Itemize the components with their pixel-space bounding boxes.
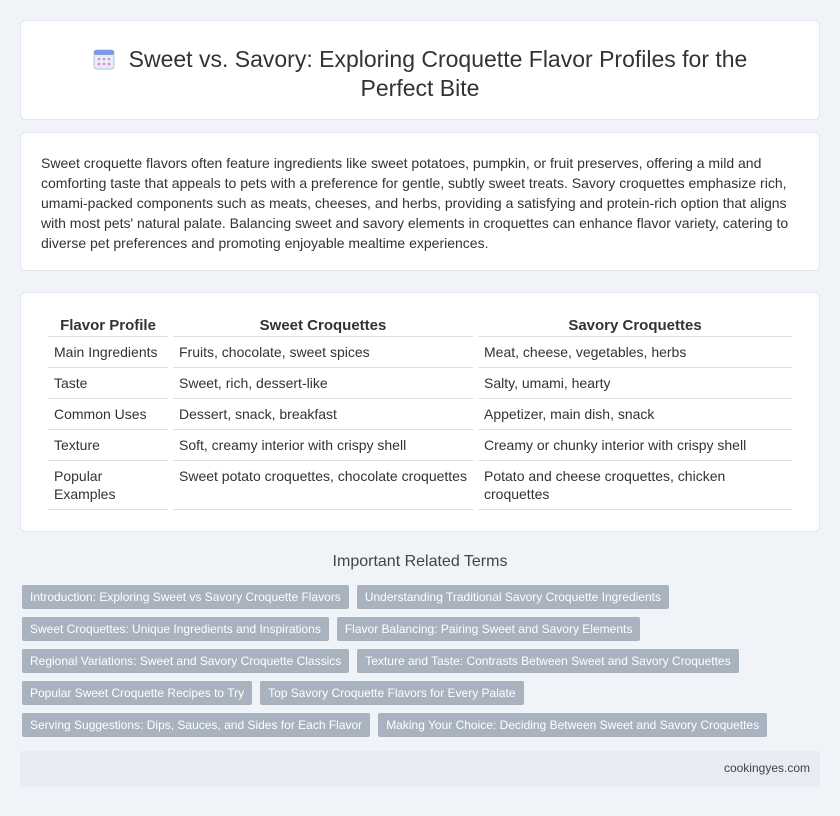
- related-term-tag[interactable]: Sweet Croquettes: Unique Ingredients and Inspirations: [22, 617, 329, 641]
- related-term-tag[interactable]: Serving Suggestions: Dips, Sauces, and Sides for Each Flavor: [22, 713, 370, 737]
- related-term-tag[interactable]: Introduction: Exploring Sweet vs Savory Croquette Flavors: [22, 585, 349, 609]
- table-row: [48, 461, 792, 510]
- table-row: [48, 337, 792, 368]
- calendar-icon: [93, 48, 115, 70]
- savory-cell: Salty, umami, hearty: [478, 368, 792, 399]
- savory-cell: Meat, cheese, vegetables, herbs: [478, 337, 792, 368]
- savory-cell: Potato and cheese croquettes, chicken croquettes: [478, 461, 792, 510]
- related-term-tag[interactable]: Making Your Choice: Deciding Between Sweet and Savory Croquettes: [378, 713, 767, 737]
- sweet-cell: Sweet, rich, dessert-like: [173, 368, 473, 399]
- row-label: Taste: [48, 368, 168, 399]
- row-label: Popular Examples: [48, 461, 168, 510]
- sweet-cell: Dessert, snack, breakfast: [173, 399, 473, 430]
- row-label: Texture: [48, 430, 168, 461]
- title-card: [20, 20, 820, 120]
- row-label: Common Uses: [48, 399, 168, 430]
- related-term-tag[interactable]: Texture and Taste: Contrasts Between Sweet and Savory Croquettes: [357, 649, 738, 673]
- comparison-table: [43, 311, 797, 510]
- header-flavor-profile: Flavor Profile: [48, 311, 168, 337]
- header-savory: Savory Croquettes: [478, 311, 792, 337]
- comparison-card: [20, 292, 820, 532]
- savory-cell: Creamy or chunky interior with crispy shell: [478, 430, 792, 461]
- related-term-tag[interactable]: Understanding Traditional Savory Croquette Ingredients: [357, 585, 669, 609]
- title-line-2: Perfect Bite: [360, 75, 480, 101]
- related-term-tag[interactable]: Regional Variations: Sweet and Savory Croquette Classics: [22, 649, 349, 673]
- table-row: [48, 399, 792, 430]
- savory-cell: Appetizer, main dish, snack: [478, 399, 792, 430]
- table-row: [48, 368, 792, 399]
- intro-card: [20, 132, 820, 271]
- page-title: [21, 45, 819, 103]
- sweet-cell: Fruits, chocolate, sweet spices: [173, 337, 473, 368]
- related-term-tag[interactable]: Flavor Balancing: Pairing Sweet and Savory Elements: [337, 617, 640, 641]
- related-term-tag[interactable]: Top Savory Croquette Flavors for Every Palate: [260, 681, 523, 705]
- related-terms-heading: Important Related Terms: [332, 553, 508, 570]
- header-sweet: Sweet Croquettes: [173, 311, 473, 337]
- intro-paragraph: Sweet croquette flavors often feature ingredients like sweet potatoes, pumpkin, or fruit preserves, offering a mild and comforting taste that appeals to pets with a preference for gentle, subtly sweet treats. Savory croquettes emphasize rich, umami-packed components such as meats, cheeses, and herbs, providing a satisfying and protein-rich option that aligns with most pets' natural palate. Balancing sweet and savory elements in croquettes can enhance flavor variety, catering to diverse pet preferences and promoting enjoyable mealtime experiences.: [41, 155, 789, 251]
- title-line-1: Sweet vs. Savory: Exploring Croquette Flavor Profiles for the: [128, 46, 748, 72]
- sweet-cell: Soft, creamy interior with crispy shell: [173, 430, 473, 461]
- footer-bar: [20, 751, 820, 787]
- sweet-cell: Sweet potato croquettes, chocolate croquettes: [173, 461, 473, 510]
- related-terms-list: [22, 585, 822, 745]
- related-term-tag[interactable]: Popular Sweet Croquette Recipes to Try: [22, 681, 252, 705]
- table-header-row: [48, 311, 792, 337]
- table-row: [48, 430, 792, 461]
- row-label: Main Ingredients: [48, 337, 168, 368]
- site-name[interactable]: cookingyes.com: [723, 761, 810, 775]
